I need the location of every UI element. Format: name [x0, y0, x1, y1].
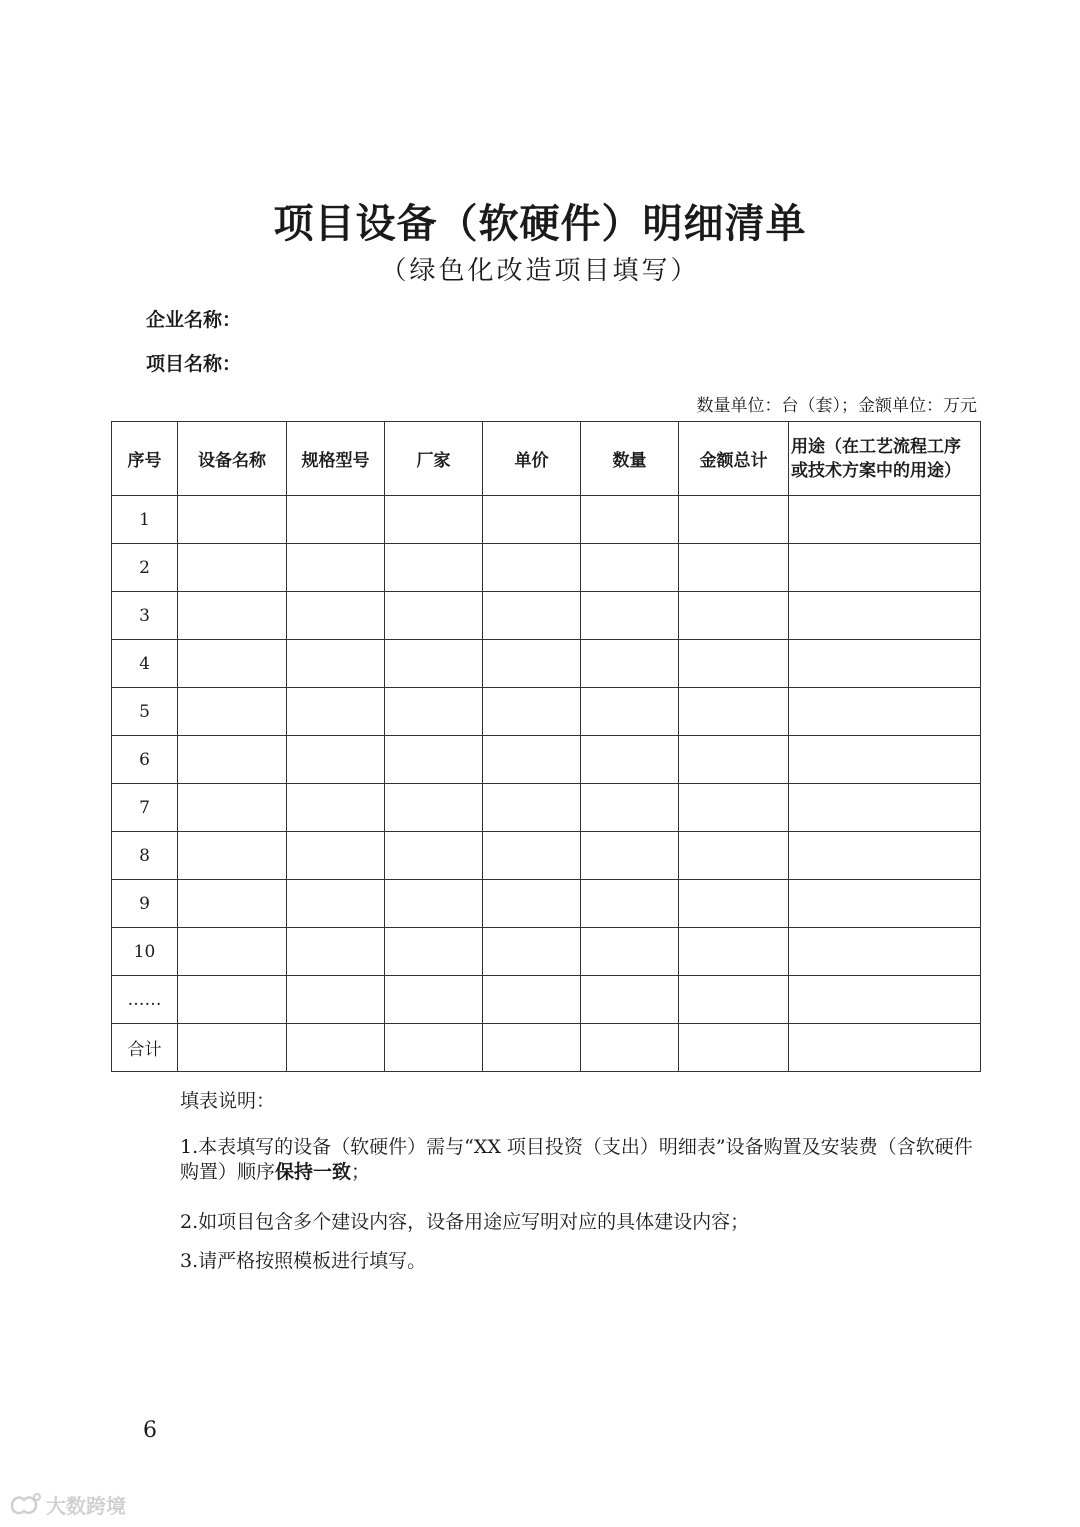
empty-cell[interactable]: [483, 688, 581, 736]
header-spec-model: 规格型号: [287, 422, 385, 496]
empty-cell[interactable]: [679, 784, 789, 832]
empty-cell[interactable]: [679, 976, 789, 1024]
empty-cell[interactable]: [581, 880, 679, 928]
empty-cell[interactable]: [178, 496, 287, 544]
fill-instructions: [180, 1086, 980, 1273]
empty-cell[interactable]: [287, 832, 385, 880]
row-index-cell: 10: [112, 928, 178, 976]
watermark-text: 大数跨境: [46, 1494, 126, 1518]
empty-cell[interactable]: [483, 832, 581, 880]
empty-cell[interactable]: [483, 736, 581, 784]
table-row: [112, 688, 981, 736]
empty-cell[interactable]: [789, 1024, 981, 1072]
watermark: [8, 1490, 126, 1519]
instruction-item-1-emphasis: 保持一致: [275, 1161, 352, 1183]
row-index-cell: 1: [112, 496, 178, 544]
instruction-item-1: [180, 1135, 980, 1185]
empty-cell[interactable]: [385, 736, 483, 784]
empty-cell[interactable]: [287, 688, 385, 736]
empty-cell[interactable]: [679, 496, 789, 544]
empty-cell[interactable]: [789, 832, 981, 880]
table-row: [112, 880, 981, 928]
empty-cell[interactable]: [789, 736, 981, 784]
empty-cell[interactable]: [178, 1024, 287, 1072]
brand-logo-icon: [8, 1492, 42, 1518]
header-vendor: 厂家: [385, 422, 483, 496]
company-name-label: 企业名称：: [146, 309, 242, 331]
table-row: [112, 640, 981, 688]
instruction-item-1-end: ；: [351, 1161, 371, 1183]
empty-cell[interactable]: [385, 592, 483, 640]
empty-cell[interactable]: [385, 784, 483, 832]
empty-cell[interactable]: [385, 928, 483, 976]
equipment-detail-table: [111, 421, 981, 1072]
empty-cell[interactable]: [483, 544, 581, 592]
empty-cell[interactable]: [287, 592, 385, 640]
row-index-cell: 7: [112, 784, 178, 832]
empty-cell[interactable]: [385, 688, 483, 736]
table-header-row: [112, 422, 981, 496]
row-index-cell: 合计: [112, 1024, 178, 1072]
empty-cell[interactable]: [581, 976, 679, 1024]
row-index-cell: 8: [112, 832, 178, 880]
instruction-item-2: 2.如项目包含多个建设内容，设备用途应写明对应的具体建设内容；: [180, 1211, 750, 1233]
empty-cell[interactable]: [581, 832, 679, 880]
empty-cell[interactable]: [287, 736, 385, 784]
empty-cell[interactable]: [789, 928, 981, 976]
empty-cell[interactable]: [679, 928, 789, 976]
header-purpose-line2: 或技术方案中的用途）: [791, 460, 961, 481]
empty-cell[interactable]: [178, 928, 287, 976]
table-body: [112, 496, 981, 1072]
empty-cell[interactable]: [483, 496, 581, 544]
row-index-cell: 4: [112, 640, 178, 688]
empty-cell[interactable]: [483, 1024, 581, 1072]
empty-cell[interactable]: [178, 976, 287, 1024]
row-index-cell: 3: [112, 592, 178, 640]
empty-cell[interactable]: [385, 640, 483, 688]
table-row: [112, 928, 981, 976]
row-index-cell: ……: [112, 976, 178, 1024]
empty-cell[interactable]: [178, 880, 287, 928]
empty-cell[interactable]: [178, 736, 287, 784]
empty-cell[interactable]: [679, 688, 789, 736]
empty-cell[interactable]: [287, 640, 385, 688]
header-index: 序号: [112, 422, 178, 496]
empty-cell[interactable]: [287, 880, 385, 928]
table-row: [112, 592, 981, 640]
table-row: [112, 976, 981, 1024]
instruction-item-1-text: 1.本表填写的设备（软硬件）需与“XX 项目投资（支出）明细表”设备购置及安装费（含软硬件购置）顺序: [180, 1136, 973, 1183]
empty-cell[interactable]: [483, 928, 581, 976]
empty-cell[interactable]: [581, 592, 679, 640]
empty-cell[interactable]: [483, 784, 581, 832]
empty-cell[interactable]: [178, 544, 287, 592]
empty-cell[interactable]: [581, 640, 679, 688]
header-purpose: [789, 422, 981, 496]
empty-cell[interactable]: [789, 688, 981, 736]
empty-cell[interactable]: [287, 976, 385, 1024]
empty-cell[interactable]: [483, 592, 581, 640]
instruction-item-3: 3.请严格按照模板进行填写。: [180, 1250, 427, 1272]
empty-cell[interactable]: [789, 544, 981, 592]
empty-cell[interactable]: [385, 496, 483, 544]
empty-cell[interactable]: [679, 736, 789, 784]
document-title: 项目设备（软硬件）明细清单: [273, 201, 807, 247]
table-row: [112, 1024, 981, 1072]
empty-cell[interactable]: [385, 976, 483, 1024]
empty-cell[interactable]: [483, 880, 581, 928]
row-index-cell: 6: [112, 736, 178, 784]
empty-cell[interactable]: [581, 736, 679, 784]
empty-cell[interactable]: [789, 976, 981, 1024]
empty-cell[interactable]: [385, 880, 483, 928]
empty-cell[interactable]: [581, 688, 679, 736]
empty-cell[interactable]: [679, 832, 789, 880]
empty-cell[interactable]: [679, 1024, 789, 1072]
empty-cell[interactable]: [679, 640, 789, 688]
empty-cell[interactable]: [581, 928, 679, 976]
empty-cell[interactable]: [287, 928, 385, 976]
empty-cell[interactable]: [483, 976, 581, 1024]
row-index-cell: 5: [112, 688, 178, 736]
table-row: [112, 544, 981, 592]
row-index-cell: 2: [112, 544, 178, 592]
empty-cell[interactable]: [789, 880, 981, 928]
header-purpose-line1: 用途（在工艺流程工序: [791, 436, 961, 457]
empty-cell[interactable]: [789, 784, 981, 832]
row-index-cell: 9: [112, 880, 178, 928]
table-row: [112, 496, 981, 544]
instructions-title: 填表说明：: [180, 1090, 276, 1112]
empty-cell[interactable]: [287, 544, 385, 592]
empty-cell[interactable]: [679, 544, 789, 592]
header-total-amount: 金额总计: [679, 422, 789, 496]
empty-cell[interactable]: [287, 1024, 385, 1072]
project-name-label: 项目名称：: [146, 353, 242, 375]
empty-cell[interactable]: [178, 640, 287, 688]
table-row: [112, 736, 981, 784]
empty-cell[interactable]: [178, 688, 287, 736]
empty-cell[interactable]: [581, 784, 679, 832]
empty-cell[interactable]: [287, 496, 385, 544]
empty-cell[interactable]: [178, 832, 287, 880]
empty-cell[interactable]: [581, 1024, 679, 1072]
empty-cell[interactable]: [178, 784, 287, 832]
empty-cell[interactable]: [789, 592, 981, 640]
empty-cell[interactable]: [483, 640, 581, 688]
document-subtitle: （绿色化改造项目填写）: [380, 256, 700, 286]
page-number: 6: [143, 1418, 157, 1443]
empty-cell[interactable]: [679, 592, 789, 640]
units-note: 数量单位：台（套）；金额单位：万元: [696, 396, 977, 416]
table-row: [112, 832, 981, 880]
empty-cell[interactable]: [385, 544, 483, 592]
empty-cell[interactable]: [581, 496, 679, 544]
empty-cell[interactable]: [789, 640, 981, 688]
empty-cell[interactable]: [385, 832, 483, 880]
empty-cell[interactable]: [385, 1024, 483, 1072]
empty-cell[interactable]: [789, 496, 981, 544]
header-unit-price: 单价: [483, 422, 581, 496]
header-quantity: 数量: [581, 422, 679, 496]
empty-cell[interactable]: [679, 880, 789, 928]
header-equipment-name: 设备名称: [178, 422, 287, 496]
empty-cell[interactable]: [287, 784, 385, 832]
empty-cell[interactable]: [581, 544, 679, 592]
table-row: [112, 784, 981, 832]
empty-cell[interactable]: [178, 592, 287, 640]
